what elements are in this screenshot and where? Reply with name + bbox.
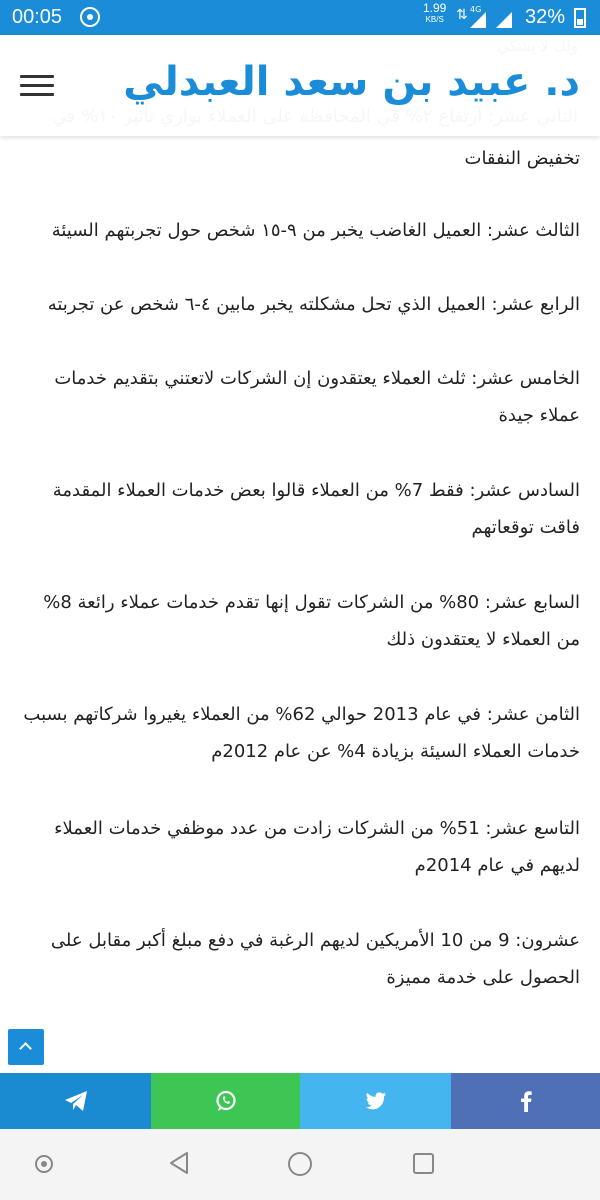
article-paragraph: الثامن عشر: في عام 2013 حوالي 62% من العملاء يغيروا شركاتهم بسبب خدمات العملاء السيئة بزيادة 4% عن عام 2012م — [23, 704, 580, 762]
recent-apps-icon[interactable] — [413, 1153, 434, 1174]
share-telegram-button[interactable] — [0, 1073, 151, 1129]
whatsapp-icon — [215, 1090, 237, 1112]
status-time: 00:05 — [12, 6, 63, 28]
system-navigation-bar — [0, 1129, 600, 1200]
site-title[interactable]: د. عبيد بن سعد العبدلي — [123, 59, 580, 105]
signal-icon — [470, 12, 486, 28]
article-paragraph: الثالث عشر: العميل الغاضب يخبر من ٩-١٥ شخص حول تجربتهم السيئة — [51, 220, 580, 241]
back-to-top-button[interactable] — [8, 1029, 44, 1065]
article-paragraph: تخفيض النفقات — [464, 148, 580, 169]
telegram-icon — [64, 1090, 88, 1112]
hamburger-menu-icon[interactable] — [20, 75, 54, 97]
site-header — [0, 35, 600, 136]
network-speed — [423, 3, 446, 25]
article-paragraph: السابع عشر: 80% من الشركات تقول إنها تقدم خدمات عملاء رائعة 8% من العملاء لا يعتقدون ذلك — [43, 592, 580, 650]
facebook-icon — [520, 1090, 532, 1112]
article-paragraph: الخامس عشر: ثلث العملاء يعتقدون إن الشركات لاتعتني بتقديم خدمات عملاء جيدة — [54, 368, 580, 426]
share-twitter-button[interactable] — [300, 1073, 451, 1129]
network-type: 4G — [470, 5, 482, 14]
network-speed-value: 1.99 — [423, 1, 447, 15]
article-paragraph: الرابع عشر: العميل الذي تحل مشكلته يخبر مابين ٤-٦ شخص عن تجربته — [47, 294, 580, 315]
whatsapp-notification-icon — [80, 7, 100, 27]
battery-icon — [574, 8, 586, 28]
home-icon[interactable] — [288, 1152, 312, 1176]
share-bar — [0, 1073, 600, 1129]
twitter-icon — [365, 1092, 387, 1110]
network-speed-unit: KB/S — [425, 15, 444, 24]
article-paragraph: عشرون: 9 من 10 الأمريكين لديهم الرغبة في دفع مبلغ أكبر مقابل على الحصول على خدمة مميزة — [50, 930, 580, 988]
article-paragraph: التاسع عشر: 51% من الشركات زادت من عدد موظفي خدمات العملاء لديهم في عام 2014م — [54, 818, 580, 876]
assistant-icon[interactable] — [35, 1155, 53, 1173]
back-icon[interactable] — [168, 1151, 190, 1175]
article-paragraph: السادس عشر: فقط 7% من العملاء قالوا بعض خدمات العملاء المقدمة فاقت توقعاتهم — [52, 480, 580, 538]
status-bar — [0, 0, 600, 35]
battery-percent: 32% — [525, 6, 566, 28]
share-facebook-button[interactable] — [451, 1073, 600, 1129]
share-whatsapp-button[interactable] — [151, 1073, 300, 1129]
data-transfer-icon: ⇅ — [456, 7, 468, 23]
signal-icon-2 — [496, 12, 512, 28]
